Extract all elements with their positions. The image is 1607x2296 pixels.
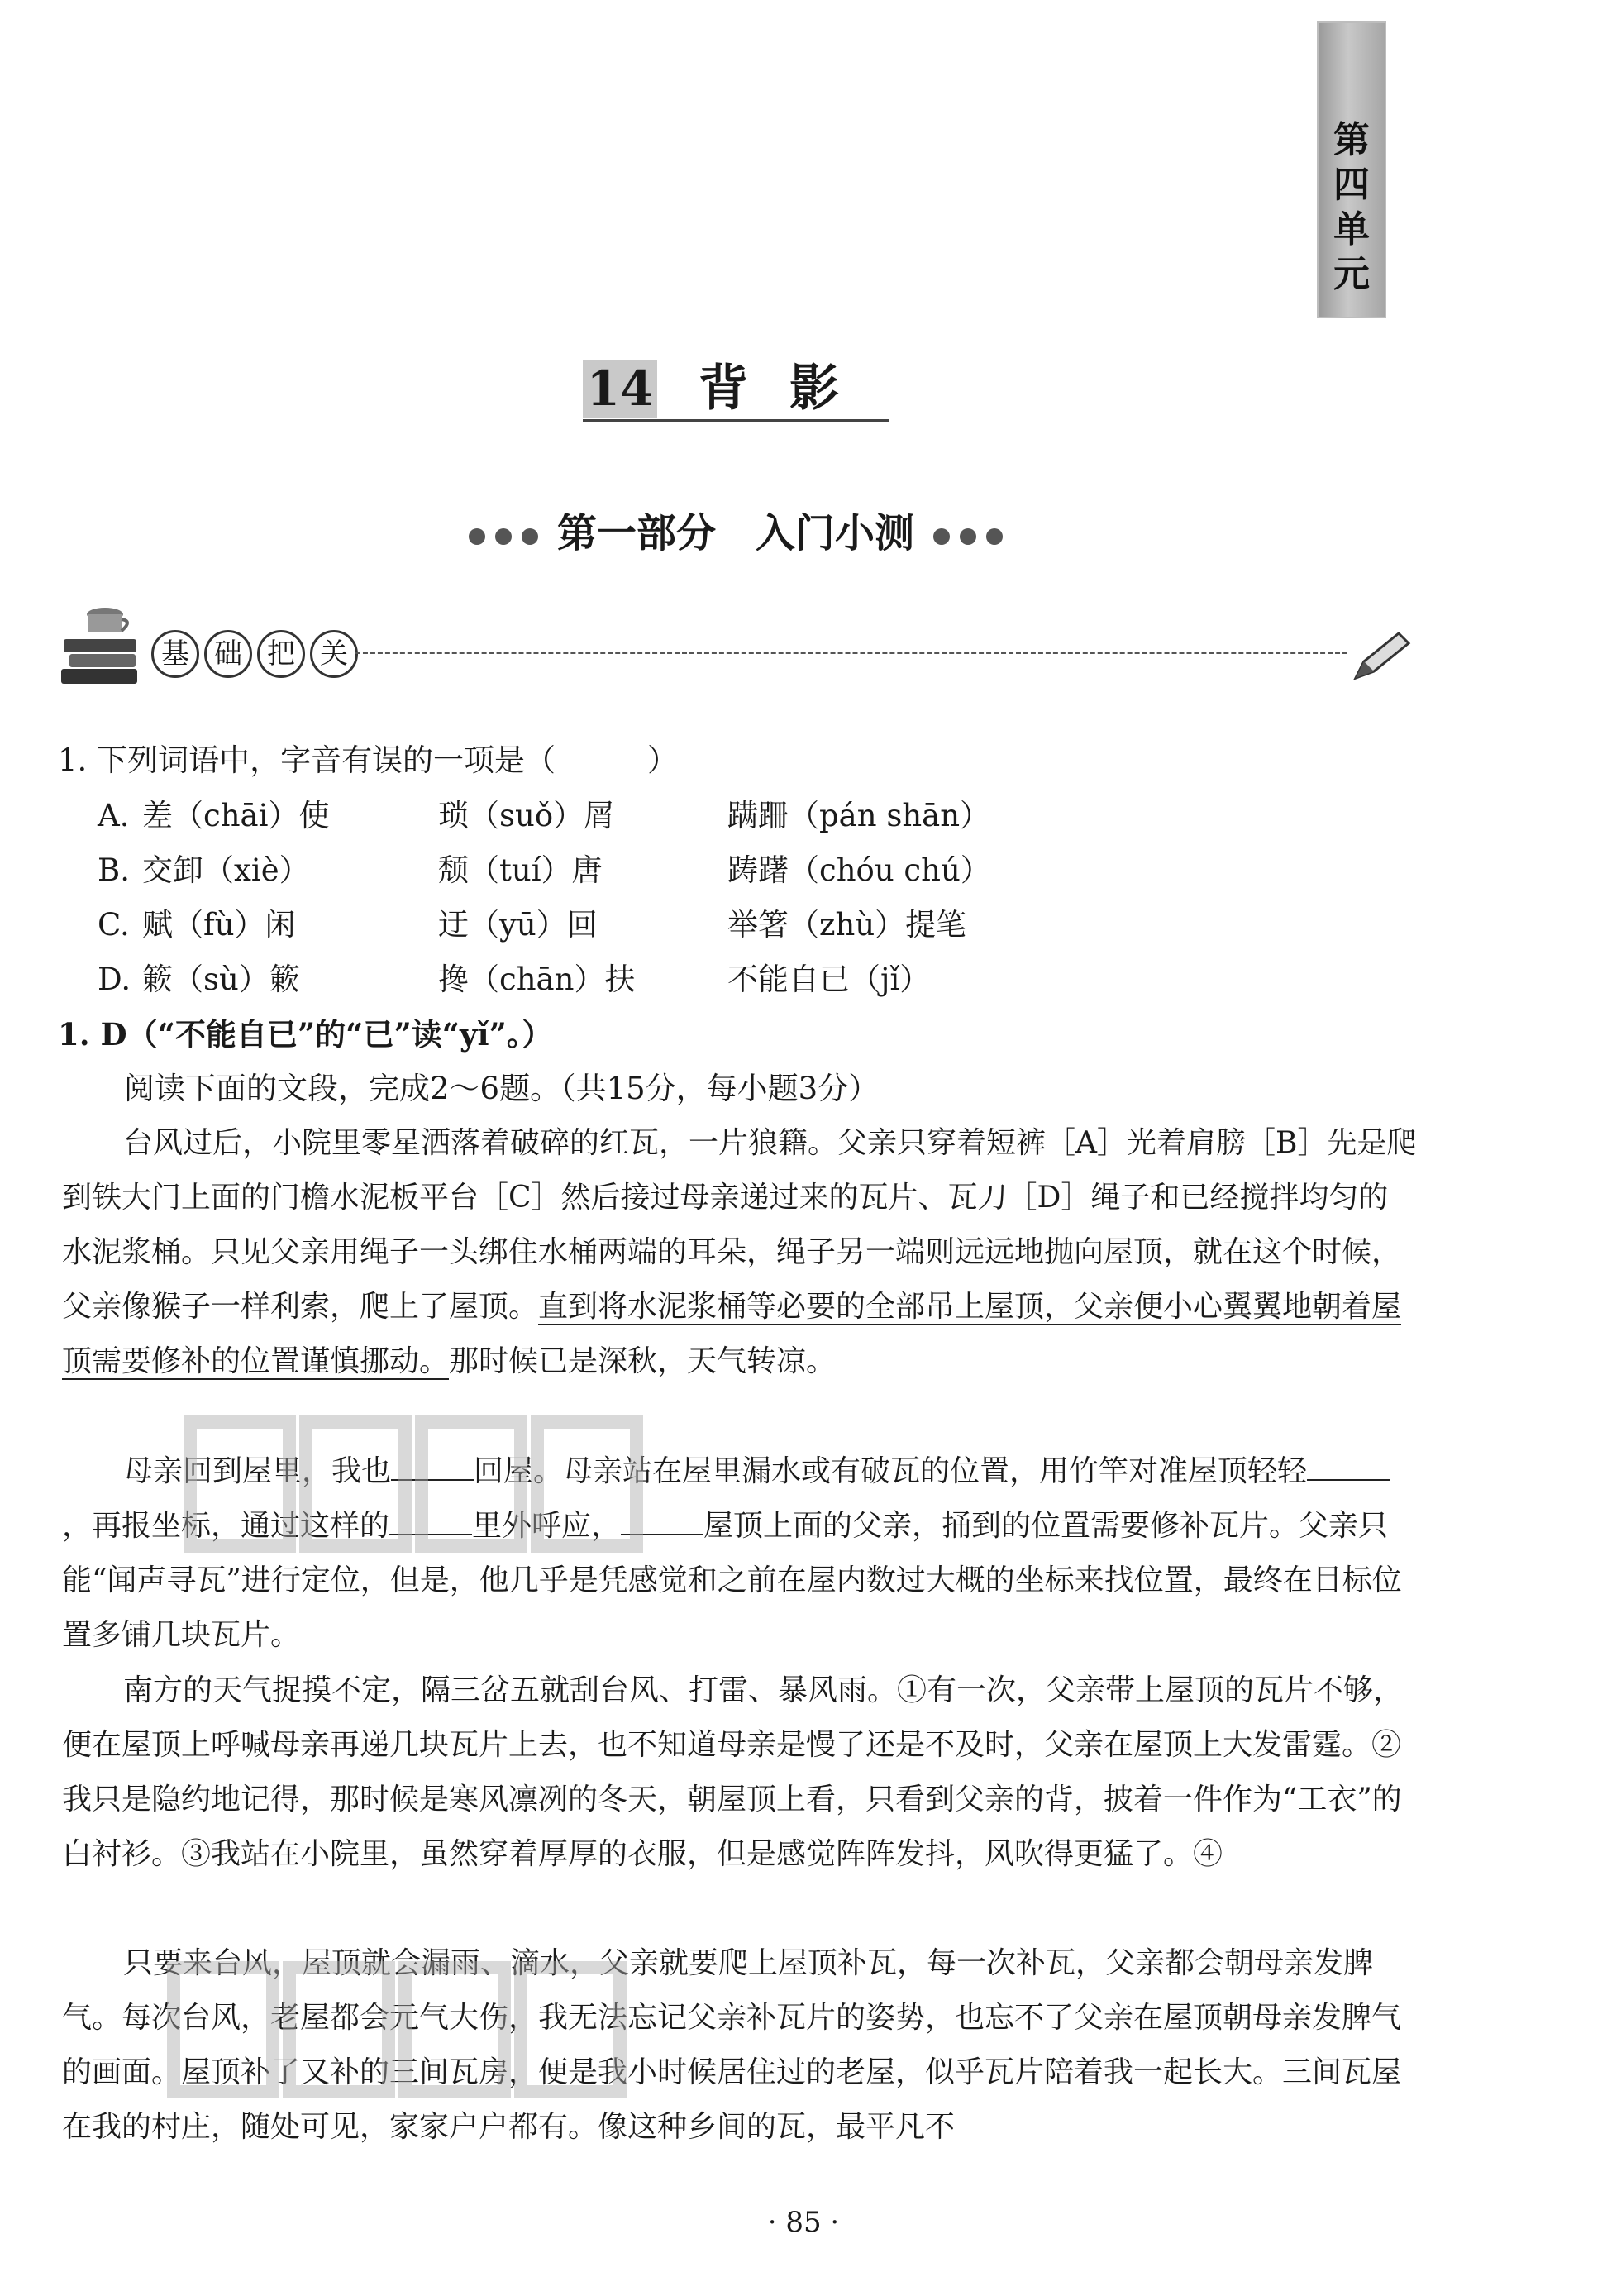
passage-text: 里外呼应， [472, 1509, 622, 1543]
option-b-word-2: 颓（tuí）唐 [438, 852, 603, 888]
bullet-icon [522, 528, 538, 545]
bullet-icon [933, 528, 950, 545]
option-c-word-2: 迂（yū）回 [438, 907, 598, 943]
bullet-icon [960, 528, 976, 545]
passage-text: 只要来台风，屋顶就会漏雨、滴水，父亲就要爬上屋顶补瓦，每一次补瓦，父亲都会朝母亲发脾气。每次台风，老屋都会元气大伤，我无法忘记父亲补瓦片的姿势，也忘不了父亲在屋顶朝母亲发脾气的画面。屋顶补了又补的三间瓦房，便是我小时候居住过的老屋，似乎瓦片陪着我一起长大。三间瓦屋在我的村庄，随处可见，家家户户都有。像这种乡间的瓦，最平凡不 [62, 1946, 1402, 2144]
option-b-word-3: 踌躇（chóu chú） [727, 852, 991, 888]
blank-2[interactable] [1307, 1454, 1390, 1481]
passage-text: 那时候已是深秋，天气转凉。 [449, 1344, 837, 1378]
passage-text: 台风过后，小院里零星洒落着破碎的红瓦，一片狼籍。父亲只穿着短裤［A］光着肩膀［B］先是爬到铁大门上面的门檐水泥板平台［C］然后接过母亲递过来的瓦片、瓦刀［D］绳子和已经搅拌均匀的水泥浆桶。只见父亲用绳子一头绑住水桶两端的耳朵，绳子另一端则远远地抛向屋顶，就在这个时候，父亲像猴子一样利索，爬上了屋顶。 [62, 1126, 1417, 1324]
option-d-word-1: 簌（sù）簌 [142, 962, 300, 997]
reading-instruction: 阅读下面的文段，完成2～6题。（共15分，每小题3分） [124, 1071, 880, 1106]
question-1-stem: 1. 下列词语中，字音有误的一项是（ ） [58, 742, 679, 778]
section-banner [151, 630, 363, 678]
section-char: 关 [310, 630, 358, 678]
passage-text: 回屋。母亲站在屋里漏水或有破瓦的位置，用竹竿对准屋顶轻轻 [474, 1454, 1308, 1488]
option-c-word-1: 赋（fù）闲 [142, 907, 296, 943]
option-a-word-2: 琐（suǒ）屑 [438, 798, 615, 833]
passage-text: 屋顶上面的父亲，捅到的位置需要修补瓦片。父亲只能“闻声寻瓦”进行定位，但是，他几乎是凭感觉和之前在屋内数过大概的坐标来找位置，最终在目标位置多铺几块瓦片。 [62, 1509, 1402, 1652]
option-c-word-3: 举箸（zhù）提笔 [727, 907, 967, 943]
bullet-icon [469, 528, 485, 545]
page-number: · 85 · [767, 2206, 840, 2239]
question-1-answer: 1. D（“不能自已”的“已”读“yǐ”。） [58, 1016, 553, 1053]
section-char: 把 [257, 630, 305, 678]
option-a-word-3: 蹒跚（pán shān） [727, 798, 991, 833]
passage-paragraph-3 [62, 1664, 1418, 1882]
part-heading [438, 504, 1033, 562]
lesson-number: 14 [583, 360, 657, 418]
option-label: A. [98, 798, 130, 833]
section-char: 础 [204, 630, 252, 678]
books-cup-icon [60, 599, 142, 690]
option-d-word-2: 搀（chān）扶 [438, 962, 636, 997]
underlined-sentence: 直到将水泥浆桶等必要的全部吊上屋顶，父亲便小心翼翼地朝着屋顶需要修补的位置谨慎挪动。 [62, 1290, 1402, 1378]
lesson-title [583, 360, 889, 422]
option-d-word-3: 不能自已（jǐ） [727, 962, 931, 997]
part-heading-text: 第一部分 入门小测 [556, 510, 914, 556]
section-char: 基 [151, 630, 199, 678]
unit-tab [1319, 23, 1385, 317]
watermark-icon [165, 1951, 628, 2108]
bullet-icon [986, 528, 1003, 545]
option-label: B. [98, 852, 130, 888]
passage-text: 母亲回到屋里，我也 [123, 1454, 392, 1488]
option-label: D. [98, 962, 131, 997]
option-a-word-1: 差（chāi）使 [142, 798, 330, 833]
bullet-icon [495, 528, 512, 545]
dashed-divider [355, 652, 1347, 654]
passage-text: 南方的天气捉摸不定，隔三岔五就刮台风、打雷、暴风雨。①有一次，父亲带上屋顶的瓦片不够，便在屋顶上呼喊母亲再递几块瓦片上去，也不知道母亲是慢了还是不及时，父亲在屋顶上大发雷霆。②我只是隐约地记得，那时候是寒风凛冽的冬天，朝屋顶上看，只看到父亲的背，披着一件作为“工衣”的白衬衫。③我站在小院里，虽然穿着厚厚的衣服，但是感觉阵阵发抖，风吹得更猛了。④ [62, 1673, 1404, 1871]
passage-text: ，再报坐标，通过这样的 [62, 1509, 390, 1543]
option-label: C. [98, 907, 130, 943]
unit-tab-label: 第四单元 [1333, 119, 1370, 295]
watermark-icon [182, 1406, 645, 1563]
option-b-word-1: 交卸（xiè） [142, 852, 310, 888]
passage-paragraph-1 [62, 1116, 1418, 1389]
pencil-icon [1347, 627, 1414, 685]
lesson-name: 背影 [699, 360, 880, 418]
